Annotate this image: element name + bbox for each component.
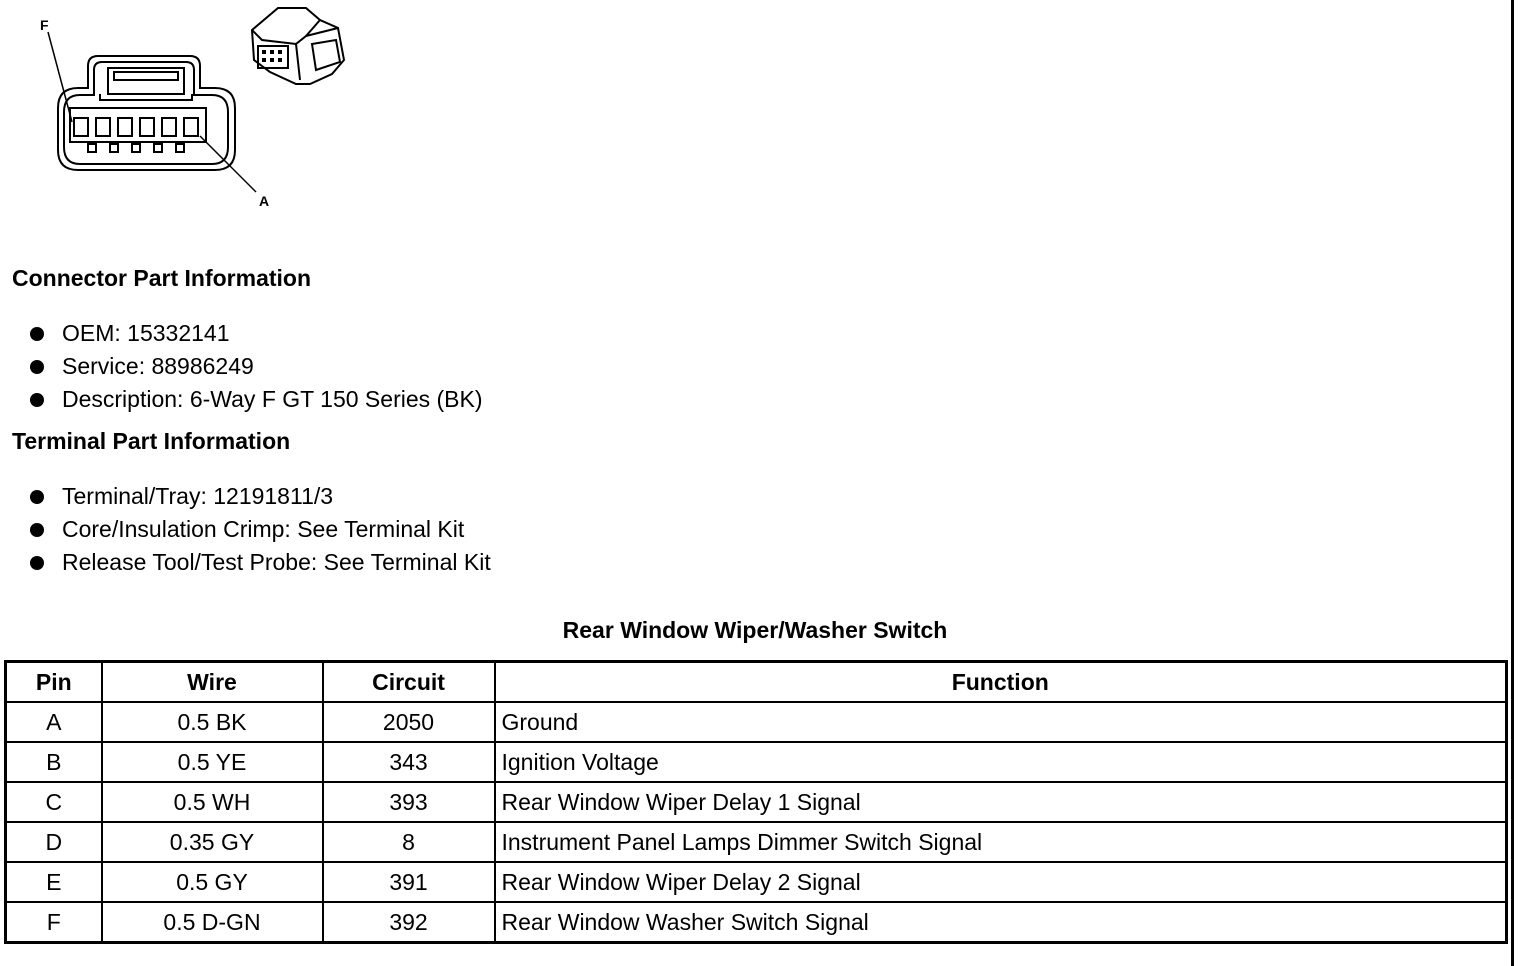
- cell-circuit: 8: [323, 822, 495, 862]
- connector-diagram: [0, 0, 380, 220]
- list-item-text: Release Tool/Test Probe: See Terminal Kit: [62, 549, 491, 575]
- list-item-text: Service: 88986249: [62, 353, 254, 379]
- bullet-icon: [30, 360, 44, 374]
- table-row: [6, 702, 1507, 742]
- list-item: [28, 383, 483, 416]
- cell-circuit: 392: [323, 902, 495, 943]
- page-right-border: [1511, 0, 1514, 966]
- column-header-pin: Pin: [6, 662, 102, 703]
- table-row: [6, 902, 1507, 943]
- cell-wire: 0.35 GY: [102, 822, 323, 862]
- pin-table: [4, 660, 1508, 944]
- table-row: [6, 782, 1507, 822]
- list-item-text: Terminal/Tray: 12191811/3: [62, 483, 334, 509]
- list-item-text: Core/Insulation Crimp: See Terminal Kit: [62, 516, 465, 542]
- cell-wire: 0.5 YE: [102, 742, 323, 782]
- cell-function: Rear Window Washer Switch Signal: [495, 902, 1507, 943]
- pin-label-a: A: [259, 193, 270, 209]
- cell-function: Rear Window Wiper Delay 2 Signal: [495, 862, 1507, 902]
- column-header-circuit: Circuit: [323, 662, 495, 703]
- cell-wire: 0.5 WH: [102, 782, 323, 822]
- bullet-icon: [30, 490, 44, 504]
- list-item: [28, 513, 491, 546]
- table-row: [6, 862, 1507, 902]
- column-header-function: Function: [495, 662, 1507, 703]
- cell-pin: A: [6, 702, 102, 742]
- column-header-wire: Wire: [102, 662, 323, 703]
- table-row: [6, 742, 1507, 782]
- bullet-icon: [30, 556, 44, 570]
- pin-label-f: F: [40, 17, 49, 33]
- cell-pin: D: [6, 822, 102, 862]
- list-item: [28, 317, 483, 350]
- terminal-info-heading: Terminal Part Information: [12, 428, 291, 454]
- terminal-info-list: [28, 480, 491, 579]
- list-item: [28, 350, 483, 383]
- cell-pin: C: [6, 782, 102, 822]
- bullet-icon: [30, 327, 44, 341]
- cell-function: Ground: [495, 702, 1507, 742]
- cell-wire: 0.5 GY: [102, 862, 323, 902]
- cell-wire: 0.5 BK: [102, 702, 323, 742]
- bullet-icon: [30, 393, 44, 407]
- cell-pin: F: [6, 902, 102, 943]
- cell-function: Ignition Voltage: [495, 742, 1507, 782]
- list-item-text: Description: 6-Way F GT 150 Series (BK): [62, 386, 483, 412]
- cell-pin: E: [6, 862, 102, 902]
- bullet-icon: [30, 523, 44, 537]
- list-item: [28, 546, 491, 579]
- table-header-row: [6, 662, 1507, 703]
- connector-info-list: [28, 317, 483, 416]
- connector-info-heading: Connector Part Information: [12, 265, 312, 291]
- cell-circuit: 393: [323, 782, 495, 822]
- cell-circuit: 343: [323, 742, 495, 782]
- cell-pin: B: [6, 742, 102, 782]
- cell-function: Rear Window Wiper Delay 1 Signal: [495, 782, 1507, 822]
- list-item: [28, 480, 491, 513]
- list-item-text: OEM: 15332141: [62, 320, 230, 346]
- cell-function: Instrument Panel Lamps Dimmer Switch Signal: [495, 822, 1507, 862]
- table-row: [6, 822, 1507, 862]
- cell-wire: 0.5 D-GN: [102, 902, 323, 943]
- cell-circuit: 391: [323, 862, 495, 902]
- table-title: Rear Window Wiper/Washer Switch: [562, 617, 948, 643]
- cell-circuit: 2050: [323, 702, 495, 742]
